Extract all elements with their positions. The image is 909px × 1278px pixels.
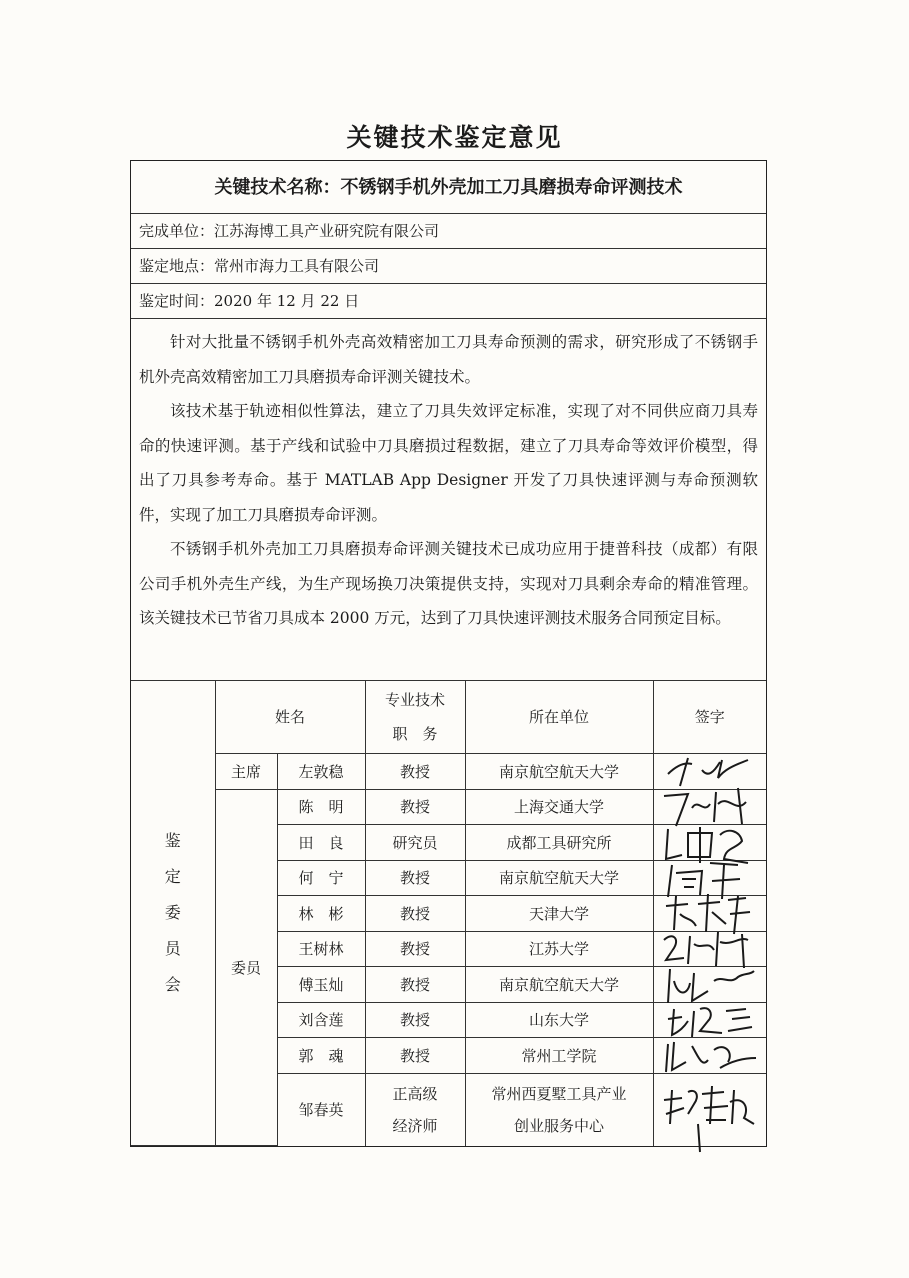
member-org: 江苏大学 <box>465 931 653 967</box>
member-name: 田 良 <box>277 825 365 861</box>
committee-table <box>131 681 766 1146</box>
opinion-paragraph: 针对大批量不锈钢手机外壳高效精密加工刀具寿命预测的需求，研究形成了不锈钢手机外壳高效精密加工刀具磨损寿命评测关键技术。 <box>139 333 758 386</box>
member-org: 上海交通大学 <box>465 789 653 825</box>
opinion-text <box>131 319 766 681</box>
member-name: 王树林 <box>277 931 365 967</box>
committee-label: 鉴 定 委 员 会 <box>131 681 215 1146</box>
member-name: 傅玉灿 <box>277 967 365 1003</box>
member-title: 教授 <box>365 967 465 1003</box>
member-org: 常州西夏墅工具产业 创业服务中心 <box>465 1073 653 1146</box>
header-org: 所在单位 <box>465 681 653 754</box>
tech-name: 关键技术名称：不锈钢手机外壳加工刀具磨损寿命评测技术 <box>131 161 766 214</box>
member-name: 左敦稳 <box>277 754 365 790</box>
member-title: 研究员 <box>365 825 465 861</box>
signature <box>653 1073 766 1146</box>
member-title: 教授 <box>365 1002 465 1038</box>
member-title: 教授 <box>365 860 465 896</box>
member-org: 南京航空航天大学 <box>465 967 653 1003</box>
opinion-paragraph: 该技术基于轨迹相似性算法，建立了刀具失效评定标准，实现了对不同供应商刀具寿命的快速评测。基于产线和试验中刀具磨损过程数据，建立了刀具寿命等效评价模型，得出了刀具参考寿命。基于 MATLAB App Designer 开发了刀具快速评测与寿命预测软件，实现了加工刀具磨损寿命评测。 <box>139 402 758 524</box>
role-member: 委员 <box>215 789 277 1146</box>
member-name: 刘含莲 <box>277 1002 365 1038</box>
member-org: 常州工学院 <box>465 1038 653 1074</box>
member-name: 邹春英 <box>277 1073 365 1146</box>
member-name: 陈 明 <box>277 789 365 825</box>
member-title: 教授 <box>365 896 465 932</box>
member-org: 南京航空航天大学 <box>465 860 653 896</box>
member-title: 教授 <box>365 754 465 790</box>
completion-unit: 完成单位：江苏海博工具产业研究院有限公司 <box>131 214 766 249</box>
member-org: 南京航空航天大学 <box>465 754 653 790</box>
member-name: 何 宁 <box>277 860 365 896</box>
appraisal-location: 鉴定地点：常州市海力工具有限公司 <box>131 249 766 284</box>
member-title: 教授 <box>365 931 465 967</box>
signature <box>653 1038 766 1074</box>
appraisal-date: 鉴定时间：2020 年 12 月 22 日 <box>131 284 766 319</box>
member-name: 林 彬 <box>277 896 365 932</box>
header-sign: 签字 <box>653 681 766 754</box>
member-title: 教授 <box>365 1038 465 1074</box>
member-org: 山东大学 <box>465 1002 653 1038</box>
member-name: 郭 魂 <box>277 1038 365 1074</box>
member-org: 天津大学 <box>465 896 653 932</box>
header-name: 姓名 <box>215 681 365 754</box>
member-title: 正高级 经济师 <box>365 1073 465 1146</box>
opinion-paragraph: 不锈钢手机外壳加工刀具磨损寿命评测关键技术已成功应用于捷普科技（成都）有限公司手机外壳生产线，为生产现场换刀决策提供支持，实现对刀具剩余寿命的精准管理。该关键技术已节省刀具成本 2000 万元，达到了刀具快速评测技术服务合同预定目标。 <box>139 540 758 627</box>
page-title: 关键技术鉴定意见 <box>346 123 563 152</box>
appraisal-form <box>130 160 767 1147</box>
member-org: 成都工具研究所 <box>465 825 653 861</box>
member-title: 教授 <box>365 789 465 825</box>
header-title: 专业技术 职 务 <box>365 681 465 754</box>
role-chair: 主席 <box>215 754 277 790</box>
